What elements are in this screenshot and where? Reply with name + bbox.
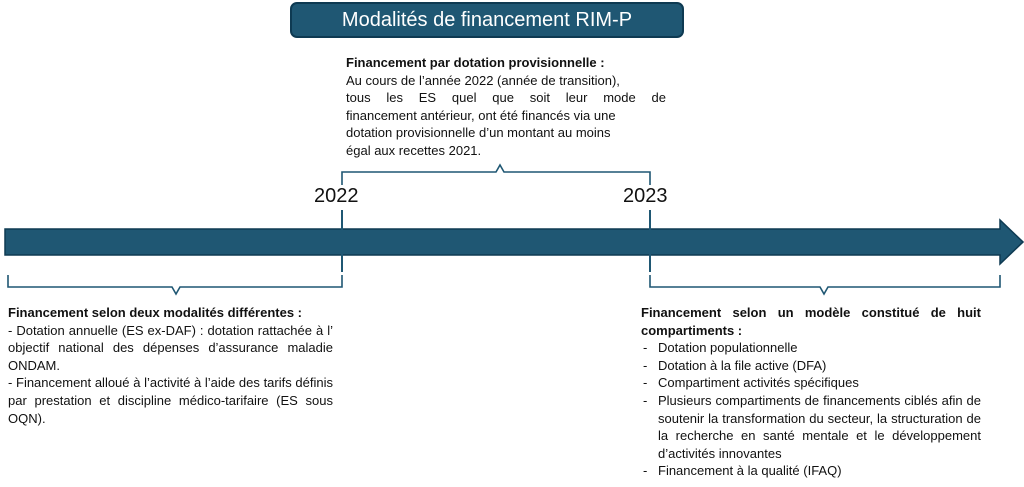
top-line-3: financement antérieur, ont été financés via une xyxy=(346,107,616,123)
right-item-3: - Compartiment activités spécifiques xyxy=(641,374,981,392)
timeline-arrow xyxy=(5,220,1023,264)
right-item-list xyxy=(641,339,981,480)
left-block-heading: Financement selon deux modalités différentes : xyxy=(8,305,303,320)
right-item-5: - Financement à la qualité (IFAQ) xyxy=(641,462,981,480)
right-item-1: - Dotation populationnelle xyxy=(641,339,981,357)
top-text-block xyxy=(346,54,666,160)
right-brace xyxy=(650,275,1000,294)
year-label-start: 2022 xyxy=(314,185,359,207)
top-line-2: tous les ES quel que soit leur mode de xyxy=(346,90,666,106)
left-item-2: - Financement alloué à l’activité à l’aide des tarifs définis par prestation et discipline médico-tarifaire (ES sous OQN). xyxy=(8,375,333,426)
year-label-end: 2023 xyxy=(623,185,668,207)
right-text-block xyxy=(641,304,981,480)
top-line-5: égal aux recettes 2021. xyxy=(346,142,482,158)
left-brace xyxy=(8,275,342,294)
top-line-1: Au cours de l’année 2022 (année de transition), xyxy=(346,72,620,88)
diagram-title: Modalités de financement RIM-P xyxy=(290,2,684,38)
right-item-2: - Dotation à la file active (DFA) xyxy=(641,357,981,375)
top-brace xyxy=(342,165,650,185)
left-item-1: - Dotation annuelle (ES ex-DAF) : dotation rattachée à l’ objectif national des dépenses d’assurance maladie ONDAM. xyxy=(8,322,333,373)
left-text-block xyxy=(8,304,333,427)
right-item-4: - Plusieurs compartiments de financements ciblés afin de soutenir la transformation du secteur, la structuration de la recherche en santé mentale et le développement d’activités innovantes xyxy=(641,392,981,462)
top-line-4: dotation provisionnelle d’un montant au moins xyxy=(346,125,611,141)
right-block-heading: Financement selon un modèle constitué de huit compartiments : xyxy=(641,305,981,338)
top-block-heading: Financement par dotation provisionnelle : xyxy=(346,55,605,70)
